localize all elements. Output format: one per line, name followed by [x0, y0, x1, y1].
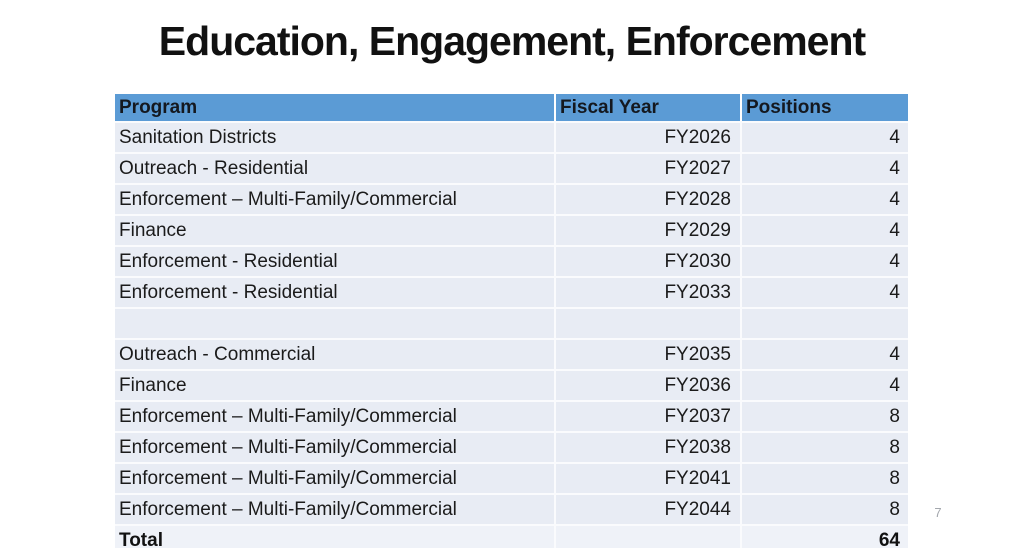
program-cell: Enforcement - Residential — [119, 281, 338, 303]
positions-cell: 8 — [740, 464, 908, 493]
program-cell: Outreach - Commercial — [119, 343, 316, 365]
table-row — [115, 338, 908, 369]
total-positions-value: 64 — [740, 526, 908, 548]
header-program: Program — [119, 96, 198, 118]
positions-cell: 8 — [740, 495, 908, 524]
table-total-row — [115, 524, 908, 548]
program-cell: Finance — [119, 219, 187, 241]
total-label: Total — [119, 530, 163, 548]
table-row — [115, 431, 908, 462]
positions-cell: 4 — [740, 247, 908, 276]
fiscal-year-cell: FY2036 — [554, 371, 740, 400]
program-cell: Enforcement – Multi-Family/Commercial — [119, 405, 457, 427]
program-cell: Enforcement – Multi-Family/Commercial — [119, 498, 457, 520]
slide-title: Education, Engagement, Enforcement — [158, 18, 866, 64]
total-fiscal-year-cell — [554, 526, 740, 548]
table-row — [115, 245, 908, 276]
page-number: 7 — [934, 505, 942, 520]
fiscal-year-cell: FY2029 — [554, 216, 740, 245]
program-cell: Enforcement - Residential — [119, 250, 338, 272]
positions-cell: 4 — [740, 216, 908, 245]
program-cell: Finance — [119, 374, 187, 396]
positions-cell: 4 — [740, 371, 908, 400]
fiscal-year-cell: FY2035 — [554, 340, 740, 369]
program-cell: Sanitation Districts — [119, 126, 277, 148]
fiscal-year-cell: FY2041 — [554, 464, 740, 493]
table-row — [115, 214, 908, 245]
table-row — [115, 152, 908, 183]
table-row — [115, 276, 908, 307]
programs-table — [115, 94, 908, 548]
positions-cell: 4 — [740, 340, 908, 369]
header-positions: Positions — [740, 94, 908, 121]
table-row — [115, 493, 908, 524]
positions-cell: 4 — [740, 154, 908, 183]
program-cell: Outreach - Residential — [119, 157, 309, 179]
fiscal-year-cell: FY2026 — [554, 123, 740, 152]
positions-cell: 8 — [740, 433, 908, 462]
table-row — [115, 400, 908, 431]
positions-cell — [740, 309, 908, 338]
fiscal-year-cell: FY2037 — [554, 402, 740, 431]
positions-cell: 4 — [740, 123, 908, 152]
table-row — [115, 462, 908, 493]
program-cell: Enforcement – Multi-Family/Commercial — [119, 436, 457, 458]
table-row — [115, 183, 908, 214]
table-row-empty — [115, 307, 908, 338]
program-cell: Enforcement – Multi-Family/Commercial — [119, 467, 457, 489]
fiscal-year-cell: FY2027 — [554, 154, 740, 183]
fiscal-year-cell: FY2028 — [554, 185, 740, 214]
fiscal-year-cell: FY2044 — [554, 495, 740, 524]
positions-cell: 4 — [740, 278, 908, 307]
program-cell: Enforcement – Multi-Family/Commercial — [119, 188, 457, 210]
fiscal-year-cell: FY2038 — [554, 433, 740, 462]
fiscal-year-cell — [554, 309, 740, 338]
positions-cell: 8 — [740, 402, 908, 431]
table-row — [115, 121, 908, 152]
fiscal-year-cell: FY2030 — [554, 247, 740, 276]
program-cell — [115, 309, 554, 338]
header-fiscal-year: Fiscal Year — [554, 94, 740, 121]
fiscal-year-cell: FY2033 — [554, 278, 740, 307]
table-header-row — [115, 94, 908, 121]
table-row — [115, 369, 908, 400]
positions-cell: 4 — [740, 185, 908, 214]
